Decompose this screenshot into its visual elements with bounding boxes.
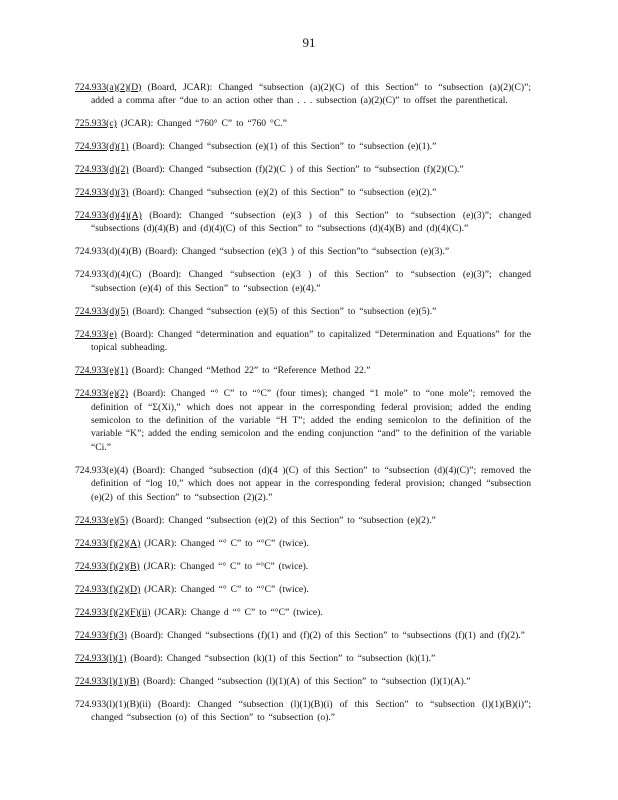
revision-note [75,606,531,619]
revision-note [75,583,531,596]
note-text: (Board): Changed “subsection (e)(3 ) of this Section” to “subsection (e)(3)”; changed “subsections (d)(4)(B) and (d)(4)(C) of this Section” to “subsections (d)(4)(B) and (d)(4)(C).” [91,210,531,235]
revision-note [75,675,531,688]
revision-note [75,81,531,108]
note-text: 724.933(d)(4)(C) (Board): Changed “subsection (e)(3 ) of this Section” to “subsection (e)(3)”; changed “subsection (e)(4) of this Section” to “subsection (e)(4).” [75,269,531,294]
section-citation: 724.933(f)(2)(F)(ii) [75,606,151,618]
revision-note [75,387,531,454]
note-text: (Board): Changed “determination and equation” to capitalized “Determination and Equations” for the topical subheading. [91,328,531,354]
section-citation: 724.933(f)(2)(A) [75,537,141,549]
revision-note [75,514,531,527]
note-text: (JCAR): Changed “° C” to “°C” (twice). [139,560,309,572]
note-text: (Board): Changed “subsection (e)(2) of this Section” to “subsection (e)(2).” [128,514,436,526]
revision-note [75,629,531,642]
note-text: (JCAR): Changed “760° C” to “760 °C.” [116,118,287,129]
section-citation: 724.933(e)(1) [75,365,129,377]
note-text: (JCAR): Changed “° C” to “°C” (twice). [140,583,309,595]
revision-note [75,245,531,258]
section-citation: 725.933(c) [75,118,117,129]
revision-note [75,328,531,355]
page-number: 91 [302,35,316,50]
revision-note [75,140,531,153]
note-text: (Board, JCAR): Changed “subsection (a)(2)(C) of this Section” to “subsection (a)(2)(C)”; added a comma after “due to an action other than . . . subsection (a)(2)(C)” to offset the parenthetical. [91,81,531,106]
revision-note [75,698,531,725]
revision-notes-list [75,71,531,730]
section-citation: 724.933(e) [75,328,117,340]
section-citation: 724.933(a)(2)(D) [75,81,142,93]
note-text: (Board): Changed “subsection (e)(5) of this Section” to “subsection (e)(5).” [128,305,437,317]
note-text: (JCAR): Change d “° C” to “°C” (twice). [150,606,323,618]
note-text: (Board): Changed “Method 22” to “Reference Method 22.” [128,365,371,377]
revision-note [75,364,531,377]
note-text: (Board): Changed “subsection (k)(1) of this Section” to “subsection (k)(1).” [126,652,436,664]
revision-note [75,209,531,236]
section-citation: 724.933(d)(4)(A) [75,210,142,221]
revision-note [75,268,531,295]
note-text: (Board): Changed “° C” to “°C” (four times); changed “1 mole” to “one mole”; removed the definition of “Σ(Xi),” which does not appear in the corresponding federal provision; added the ending semicolon to the definition of the variable “H T”; added the ending semicolon to the definition of the variable “K”; added the ending semicolon and the ending conjunction “and” to the definition of the variable “Ci.” [91,388,531,453]
revision-note [75,560,531,573]
section-citation: 724.933(d)(1) [75,141,129,152]
revision-note [75,537,531,550]
note-text: (JCAR): Changed “° C” to “°C” (twice). [140,537,309,549]
revision-note [75,305,531,318]
note-text: (Board): Changed “subsection (e)(2) of this Section” to “subsection (e)(2).” [128,187,437,198]
note-text: 724.933(l)(1)(B)(ii) (Board): Changed “subsection (l)(1)(B)(i) of this Section” to “subsection (l)(1)(B)(i)”; changed “subsection (o) of this Section” to “subsection (o).” [75,698,531,724]
section-citation: 724.933(d)(2) [75,164,129,175]
note-text: (Board): Changed “subsection (l)(1)(A) of this Section” to “subsection (l)(1)(A).” [139,675,471,687]
revision-note [75,652,531,665]
note-text: (Board): Changed “subsection (e)(1) of this Section” to “subsection (e)(1).” [128,141,437,152]
revision-note [75,163,531,176]
note-text: 724.933(d)(4)(B) (Board): Changed “subsection (e)(3 ) of this Section”to “subsection (e)(3).” [75,246,450,258]
revision-note [75,117,531,130]
revision-note [75,464,531,504]
section-citation: 724.933(l)(1) [75,652,127,664]
section-citation: 724.933(f)(3) [75,629,127,641]
section-citation: 724.933(f)(2)(B) [75,560,140,572]
section-citation: 724.933(d)(5) [75,305,129,317]
note-text: 724.933(e)(4) (Board): Changed “subsection (d)(4 )(C) of this Section” to “subsection (d)(4)(C)”; removed the definition of “log 10,” which does not appear in the corresponding federal provision; changed “subsection (e)(2) of this Section” to “subsection (2)(2).” [75,464,531,503]
section-citation: 724.933(d)(3) [75,187,129,198]
section-citation: 724.933(l)(1)(B) [75,675,140,687]
section-citation: 724.933(e)(2) [75,388,129,400]
note-text: (Board): Changed “subsection (f)(2)(C ) of this Section” to “subsection (f)(2)(C).” [128,164,464,175]
revision-note [75,186,531,199]
section-citation: 724.933(f)(2)(D) [75,583,141,595]
section-citation: 724.933(e)(5) [75,514,129,526]
note-text: (Board): Changed “subsections (f)(1) and (f)(2) of this Section” to “subsections (f)(1) and (f)(2).” [126,629,525,641]
